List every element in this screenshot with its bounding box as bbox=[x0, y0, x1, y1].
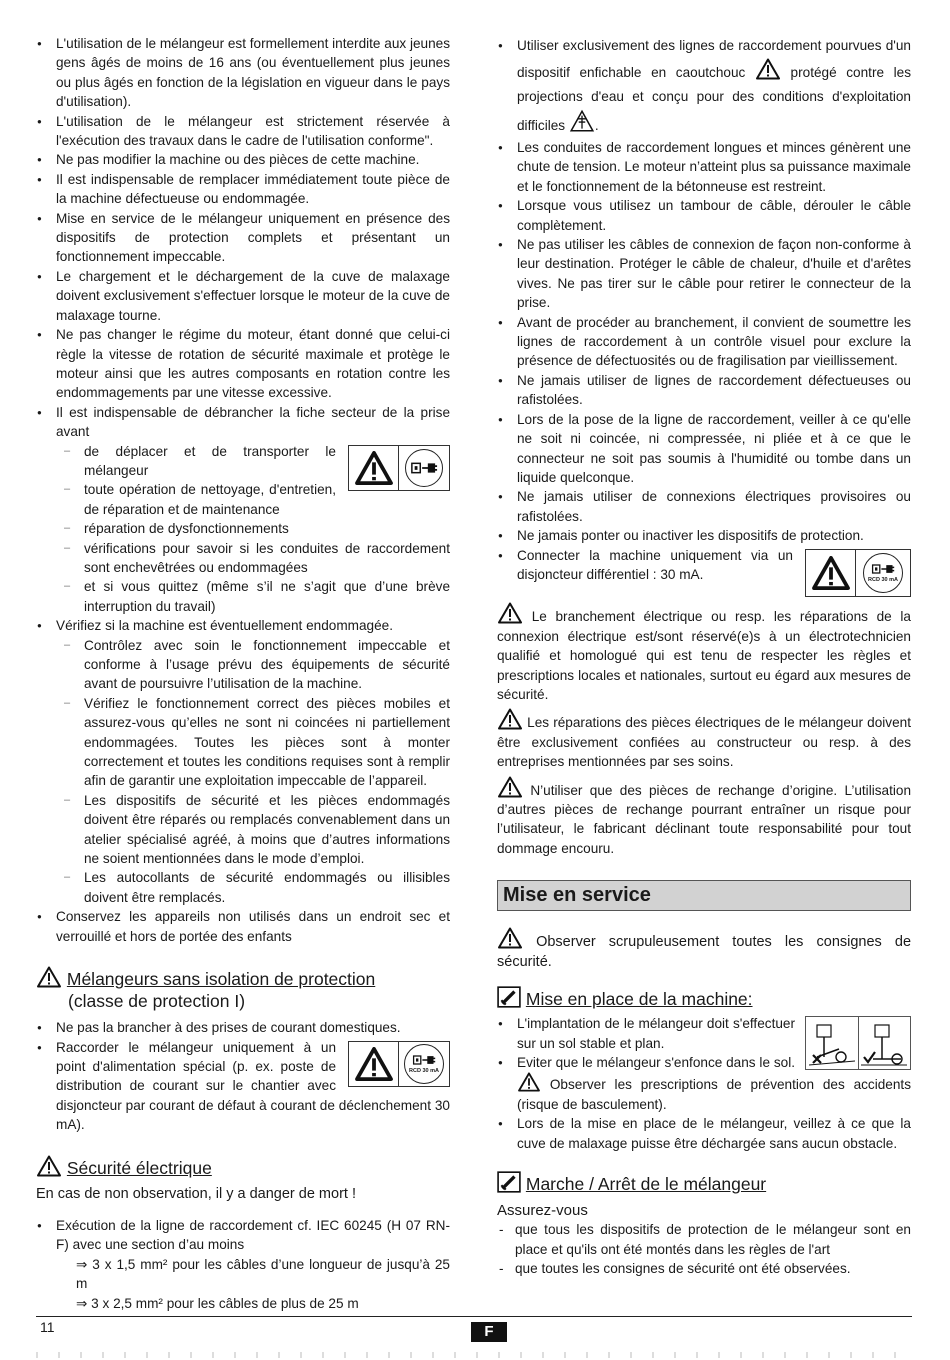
footer-divider bbox=[36, 1316, 912, 1317]
list-item: - que toutes les consignes de sécurité ont été observées. bbox=[497, 1259, 911, 1278]
list-item: ● Il est indispensable de remplacer immédiatement toute pièce de la machine défectueuse ou endommagée. bbox=[36, 170, 450, 209]
hand-tool-icon bbox=[497, 986, 521, 1008]
list-item: ● Le chargement et le déchargement de la cuve de malaxage doivent exclusivement s'effectuer lorsque le moteur de la cuve de malaxage tourne. bbox=[36, 267, 450, 325]
warning-icon bbox=[497, 927, 523, 949]
list-item: ● Eviter que le mélangeur s'enfonce dans le sol. Observer les prescriptions de prévention des accidents (risque de basculement). bbox=[497, 1053, 911, 1114]
unplug-list bbox=[64, 442, 450, 617]
safety-list bbox=[36, 34, 450, 946]
list-item: ● Ne pas changer le régime du moteur, étant donné que celui-ci règle la vitesse de rotation de sécurité maximale et protège le moteur ainsi que les autres composants en rotation contre les endommagements par une vitesse excessive. bbox=[36, 325, 450, 403]
list-item: ● Exécution de la ligne de raccordement cf. IEC 60245 (H 07 RN-F) avec une section d’au moins ⇒ 3 x 1,5 mm² pour les câbles d’une longueur de jusqu’à 25 m ⇒ 3 x 2,5 mm² pour les câbles de plus de 25 m bbox=[36, 1216, 450, 1313]
list-item: ● Conservez les appareils non utilisés dans un endroit sec et verrouillé et hors de portée des enfants bbox=[36, 907, 450, 946]
list-item: ● Ne pas modifier la machine ou des pièces de cette machine. bbox=[36, 150, 450, 169]
list-item: ● RCD 30 mA Raccorder le mélangeur uniquement à un point d'alimentation spécial (p. ex. poste de distribution de courant sur le chantier avec disjoncteur par courant de défaut à courant de déclenchement 30 mA). bbox=[36, 1038, 450, 1135]
list-item: ● L'utilisation de le mélangeur est formellement interdite aux jeunes gens âgés de moins de 16 ans (ou éventuellement plus jeunes ou plus âgés en fonction de la législation en vigueur dans le pays d'utilisation). bbox=[36, 34, 450, 112]
list-item: – Les dispositifs de sécurité et les pièces endommagés doivent être réparés ou remplacés convenablement dans un atelier spécialisé agréé, à moins que d’autres informations ne soient mentionnées dans le mode d’emploi. bbox=[64, 791, 450, 869]
repair-note: Les réparations des pièces électriques de le mélangeur doivent être exclusivement confiées au constructeur ou resp. à des entreprises mentionnées par ses soins. bbox=[497, 708, 911, 771]
list-item: – de déplacer et de transporter le mélangeur bbox=[64, 442, 450, 481]
list-item: ● Ne jamais utiliser de lignes de raccordement défectueuses ou rafistolées. bbox=[497, 371, 911, 410]
list-item: ● Mise en service de le mélangeur uniquement en présence des dispositifs de protection complets et présentant un fonctionnement impeccable. bbox=[36, 209, 450, 267]
warning-icon bbox=[755, 58, 781, 80]
verify-intro: Vérifiez si la machine est éventuellement endommagée. bbox=[56, 618, 394, 634]
list-item: ● RCD 30 mA Connecter la machine uniquement via un disjoncteur différentiel : 30 mA. bbox=[497, 546, 911, 585]
list-item: ● Utiliser exclusivement des lignes de raccordement pourvues d'un dispositif enfichable en caoutchouc protégé contre les projections d'eau et conçu pour des conditions d'exploitation difficiles . bbox=[497, 34, 911, 138]
list-item: ● L'utilisation de le mélangeur est strictement réservée à l'exécution des travaux dans le cadre de l'utilisation conforme". bbox=[36, 112, 450, 151]
electric-safety-heading: Sécurité électrique bbox=[36, 1155, 450, 1179]
rcd-warning-pictogram bbox=[805, 549, 911, 597]
warning-icon bbox=[36, 1155, 62, 1177]
no-insulation-list bbox=[36, 1018, 450, 1134]
page-number: 11 bbox=[40, 1319, 55, 1335]
no-insulation-heading: Mélangeurs sans isolation de protection bbox=[36, 966, 450, 990]
rubber-plug-icon bbox=[569, 109, 595, 133]
warning-icon bbox=[497, 602, 523, 624]
list-item: – Vérifiez le fonctionnement correct des pièces mobiles et assurez-vous qu’elles ne sont ni coincées ni partiellement endommagées. Toutes les pièces sont à monter correctement et toutes les conditions requises sont à remplir afin de garantir une exploitation impeccable de l’appareil. bbox=[64, 694, 450, 791]
list-item: ● Ne pas utiliser les câbles de connexion de façon non-conforme à leur destination. Protéger le câble de chaleur, d'huile et d'arêtes vives. Ne pas tirer sur le câble pour retirer le connecteur de la prise. bbox=[497, 235, 911, 313]
left-column bbox=[36, 34, 450, 1313]
list-item: ● Ne pas la brancher à des prises de courant domestiques. bbox=[36, 1018, 450, 1037]
assurez-list bbox=[497, 1220, 911, 1278]
cable-list bbox=[497, 34, 911, 584]
list-item bbox=[36, 616, 450, 907]
warning-triangle-icon bbox=[812, 556, 850, 590]
warning-icon bbox=[36, 966, 62, 988]
rcd-icon: ● RCD 30 mA bbox=[404, 1044, 444, 1084]
section-title-mise-en-service: Mise en service bbox=[497, 880, 911, 911]
right-column bbox=[497, 34, 911, 1279]
list-item: – réparation de dysfonctionnements bbox=[64, 519, 450, 538]
list-item: ● Lors de la mise en place de le mélangeur, veillez à ce que la cuve de malaxage puisse être déchargée sans aucun obstacle. bbox=[497, 1114, 911, 1153]
list-item: - que tous les dispositifs de protection de le mélangeur sont en place et qu'ils ont été montés dans les règles de l'art bbox=[497, 1220, 911, 1259]
danger-text: En cas de non observation, il y a danger de mort ! bbox=[36, 1185, 356, 1202]
list-item: – et si vous quittez (même s’il ne s’agit que d’une brève interruption du travail) bbox=[64, 577, 450, 616]
hand-tool-icon bbox=[497, 1171, 521, 1193]
list-item: – Les autocollants de sécurité endommagés ou illisibles doivent être remplacés. bbox=[64, 868, 450, 907]
rcd-warning-pictogram bbox=[348, 1041, 450, 1087]
unplug-intro: Il est indispensable de débrancher la fiche secteur de la prise avant bbox=[56, 404, 450, 440]
placement-heading: Mise en place de la machine: bbox=[497, 986, 911, 1010]
list-item: ● Les conduites de raccordement longues et minces génèrent une chute de tension. Le moteur n’atteint plus sa puissance maximale et le fonctionnement de la bétonneuse est restreint. bbox=[497, 138, 911, 196]
verify-list bbox=[64, 636, 450, 908]
list-item: – vérifications pour savoir si les conduites de raccordement sont enchevêtrées ou endommagées bbox=[64, 539, 450, 578]
cable-spec-2: ⇒ 3 x 2,5 mm² pour les câbles de plus de 25 m bbox=[76, 1295, 359, 1311]
rcd-icon: ● RCD 30 mA bbox=[863, 553, 903, 593]
language-flag: F bbox=[471, 1322, 507, 1342]
spare-parts-note: N’utiliser que des pièces de rechange d’origine. L’utilisation d’autres pièces de rechange pourrant entraîner un risque pour l’utilisateur, le fabricant déclinant toute responsabilité pour tout dommage encouru. bbox=[497, 776, 911, 859]
electrician-note: Le branchement électrique ou resp. les réparations de la connexion électrique est/sont réservé(e)s à un électrotechnicien qualifié et homologué qui est tenu de respecter les règles et prescriptions locales et nationales, surtout eu égard aux mesures de sécurité. bbox=[497, 602, 911, 704]
cable-spec-1: ⇒ 3 x 1,5 mm² pour les câbles d’une longueur de jusqu’à 25 m bbox=[76, 1256, 450, 1292]
scan-artifact bbox=[36, 1352, 912, 1358]
list-item: ● Avant de procéder au branchement, il convient de soumettre les lignes de raccordement à un contrôle visuel pour exclure la présence de défectuosités ou de fragilisation par vieillissement. bbox=[497, 313, 911, 371]
list-item: – Contrôlez avec soin le fonctionnement impeccable et conforme à l’usage prévu des équipements de sécurité avant de poursuivre l’utilisation de la machine. bbox=[64, 636, 450, 694]
warning-icon bbox=[517, 1072, 541, 1092]
list-item bbox=[36, 403, 450, 616]
no-insulation-subtitle: (classe de protection I) bbox=[68, 991, 246, 1012]
placement-list bbox=[497, 1014, 911, 1153]
list-item: ● Ne jamais utiliser de connexions électriques provisoires ou rafistolées. bbox=[497, 487, 911, 526]
warning-icon bbox=[497, 776, 523, 798]
warning-icon bbox=[497, 708, 523, 730]
on-off-heading: Marche / Arrêt de le mélangeur bbox=[497, 1171, 911, 1195]
list-item: – toute opération de nettoyage, d'entretien, de réparation et de maintenance bbox=[64, 480, 450, 519]
observe-note: Observer scrupuleusement toutes les consignes de sécurité. bbox=[497, 927, 911, 972]
list-item: ● Ne jamais ponter ou inactiver les dispositifs de protection. bbox=[497, 526, 911, 545]
list-item: ● L'implantation de le mélangeur doit s'effectuer sur un sol stable et plan. bbox=[497, 1014, 911, 1053]
list-item: ● Lorsque vous utilisez un tambour de câble, dérouler le câble complètement. bbox=[497, 196, 911, 235]
warning-triangle-icon bbox=[355, 1047, 393, 1081]
list-item: ● Lors de la pose de la ligne de raccordement, veiller à ce qu'elle ne soit ni coincée, ni compressée, ni pliée et à ce que le connecteur ne soit pas soumis à l'humidité ou tombe dans un liquide quelconque. bbox=[497, 410, 911, 488]
assurez-label: Assurez-vous bbox=[497, 1202, 588, 1220]
cable-spec-list bbox=[36, 1216, 450, 1313]
